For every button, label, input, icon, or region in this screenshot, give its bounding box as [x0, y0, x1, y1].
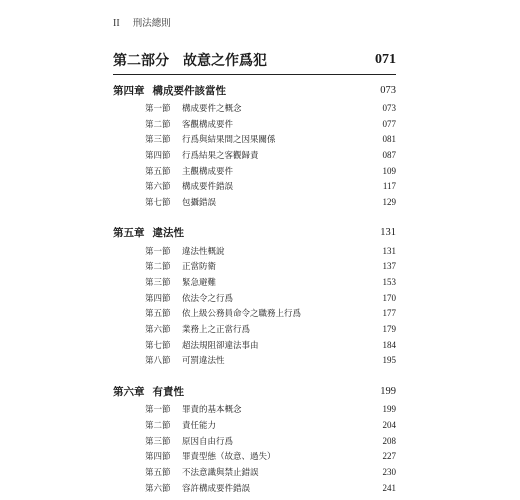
section-page: 129: [382, 196, 396, 207]
section-page: 081: [382, 134, 396, 145]
section-title: 緊急避難: [182, 278, 217, 289]
section-row[interactable]: [113, 417, 396, 433]
section-number: 第六節: [145, 325, 171, 336]
section-page: 230: [382, 466, 396, 477]
section-page: 153: [382, 277, 396, 288]
section-number: 第七節: [145, 340, 171, 351]
section-number: 第七節: [145, 197, 171, 208]
section-title: 罪責的基本概念: [182, 405, 242, 416]
section-page: 199: [382, 404, 396, 415]
section-page: 117: [382, 181, 396, 192]
section-number: 第二節: [145, 119, 171, 130]
section-title: 依法令之行爲: [182, 293, 234, 304]
section-title: 可罰違法性: [182, 356, 225, 367]
section-number: 第八節: [145, 356, 171, 367]
section-title: 超法規阻卻違法事由: [182, 340, 259, 351]
section-row[interactable]: [113, 243, 396, 259]
section-number: 第一節: [145, 103, 171, 114]
section-page: 109: [382, 165, 396, 176]
running-head: [113, 15, 171, 29]
section-page: 241: [382, 482, 396, 493]
book-title: 刑法總則: [132, 18, 171, 29]
section-number: 第五節: [145, 309, 171, 320]
section-title: 行爲與結果間之因果關係: [182, 135, 276, 146]
chapter-spacer: [113, 368, 396, 381]
section-title: 原因自由行爲: [182, 436, 234, 447]
section-page: 073: [382, 102, 396, 113]
section-number: 第三節: [145, 436, 171, 447]
section-title: 容許構成要件錯誤: [182, 483, 251, 494]
section-number: 第四節: [145, 150, 171, 161]
section-number: 第二節: [145, 420, 171, 431]
section-page: 087: [382, 149, 396, 160]
section-row[interactable]: [113, 131, 396, 147]
chapter-title: 違法性: [152, 227, 184, 240]
section-title: 業務上之正當行爲: [182, 325, 251, 336]
section-page: 184: [382, 339, 396, 350]
section-title: 包攝錯誤: [182, 197, 217, 208]
section-row[interactable]: [113, 100, 396, 116]
section-title: 正當防衛: [182, 262, 217, 273]
section-row[interactable]: [113, 290, 396, 306]
chapter-title: 構成要件該當性: [152, 84, 226, 97]
section-page: 179: [382, 324, 396, 335]
section-row[interactable]: [113, 194, 396, 210]
chapter-label: [113, 384, 184, 399]
part-heading: [113, 50, 396, 70]
section-row[interactable]: [113, 337, 396, 353]
section-number: 第三節: [145, 135, 171, 146]
section-row[interactable]: [113, 163, 396, 179]
section-row[interactable]: [113, 433, 396, 449]
chapter-number: 第五章: [113, 227, 145, 240]
part-divider: [113, 74, 396, 75]
chapter-page: 131: [380, 227, 396, 239]
chapter-page: 073: [380, 84, 396, 96]
section-title: 罪責型態（故意、過失）: [182, 452, 276, 463]
section-title: 違法性概說: [182, 246, 225, 257]
section-number: 第四節: [145, 452, 171, 463]
section-row[interactable]: [113, 259, 396, 275]
section-number: 第五節: [145, 467, 171, 478]
part-title: 第二部分 故意之作爲犯: [113, 53, 267, 69]
section-title: 責任能力: [182, 420, 217, 431]
section-number: 第四節: [145, 293, 171, 304]
section-page: 204: [382, 419, 396, 430]
section-title: 主觀構成要件: [182, 166, 234, 177]
section-title: 構成要件錯誤: [182, 182, 234, 193]
section-number: 第一節: [145, 405, 171, 416]
section-row[interactable]: [113, 464, 396, 480]
chapter-spacer: [113, 210, 396, 223]
section-row[interactable]: [113, 178, 396, 194]
section-title: 依上級公務員命令之職務上行爲: [182, 309, 302, 320]
section-page: 208: [382, 435, 396, 446]
page-number: II: [113, 18, 120, 29]
section-number: 第二節: [145, 262, 171, 273]
chapter-row[interactable]: [113, 381, 396, 401]
section-row[interactable]: [113, 147, 396, 163]
section-row[interactable]: [113, 353, 396, 369]
chapter-number: 第六章: [113, 385, 145, 398]
section-page: 177: [382, 308, 396, 319]
section-page: 227: [382, 451, 396, 462]
section-title: 不法意識與禁止錯誤: [182, 467, 259, 478]
section-page: 131: [382, 245, 396, 256]
section-number: 第一節: [145, 246, 171, 257]
part-page: 071: [375, 52, 396, 67]
chapter-label: [113, 83, 226, 98]
section-title: 行爲結果之客觀歸責: [182, 150, 259, 161]
section-page: 077: [382, 118, 396, 129]
chapter-row[interactable]: [113, 223, 396, 243]
section-number: 第六節: [145, 483, 171, 494]
section-row[interactable]: [113, 321, 396, 337]
chapter-page: 199: [380, 385, 396, 397]
section-title: 客觀構成要件: [182, 119, 234, 130]
section-row[interactable]: [113, 448, 396, 464]
chapter-row[interactable]: [113, 80, 396, 100]
chapter-number: 第四章: [113, 84, 145, 97]
section-row[interactable]: [113, 274, 396, 290]
section-number: 第三節: [145, 278, 171, 289]
section-row[interactable]: [113, 480, 396, 496]
section-number: 第六節: [145, 182, 171, 193]
section-row[interactable]: [113, 401, 396, 417]
section-row[interactable]: [113, 306, 396, 322]
section-page: 170: [382, 292, 396, 303]
section-number: 第五節: [145, 166, 171, 177]
table-of-contents: [113, 80, 396, 495]
section-title: 構成要件之概念: [182, 103, 242, 114]
chapter-title: 有責性: [152, 385, 184, 398]
section-row[interactable]: [113, 116, 396, 132]
chapter-label: [113, 225, 184, 240]
section-page: 137: [382, 261, 396, 272]
section-page: 195: [382, 355, 396, 366]
